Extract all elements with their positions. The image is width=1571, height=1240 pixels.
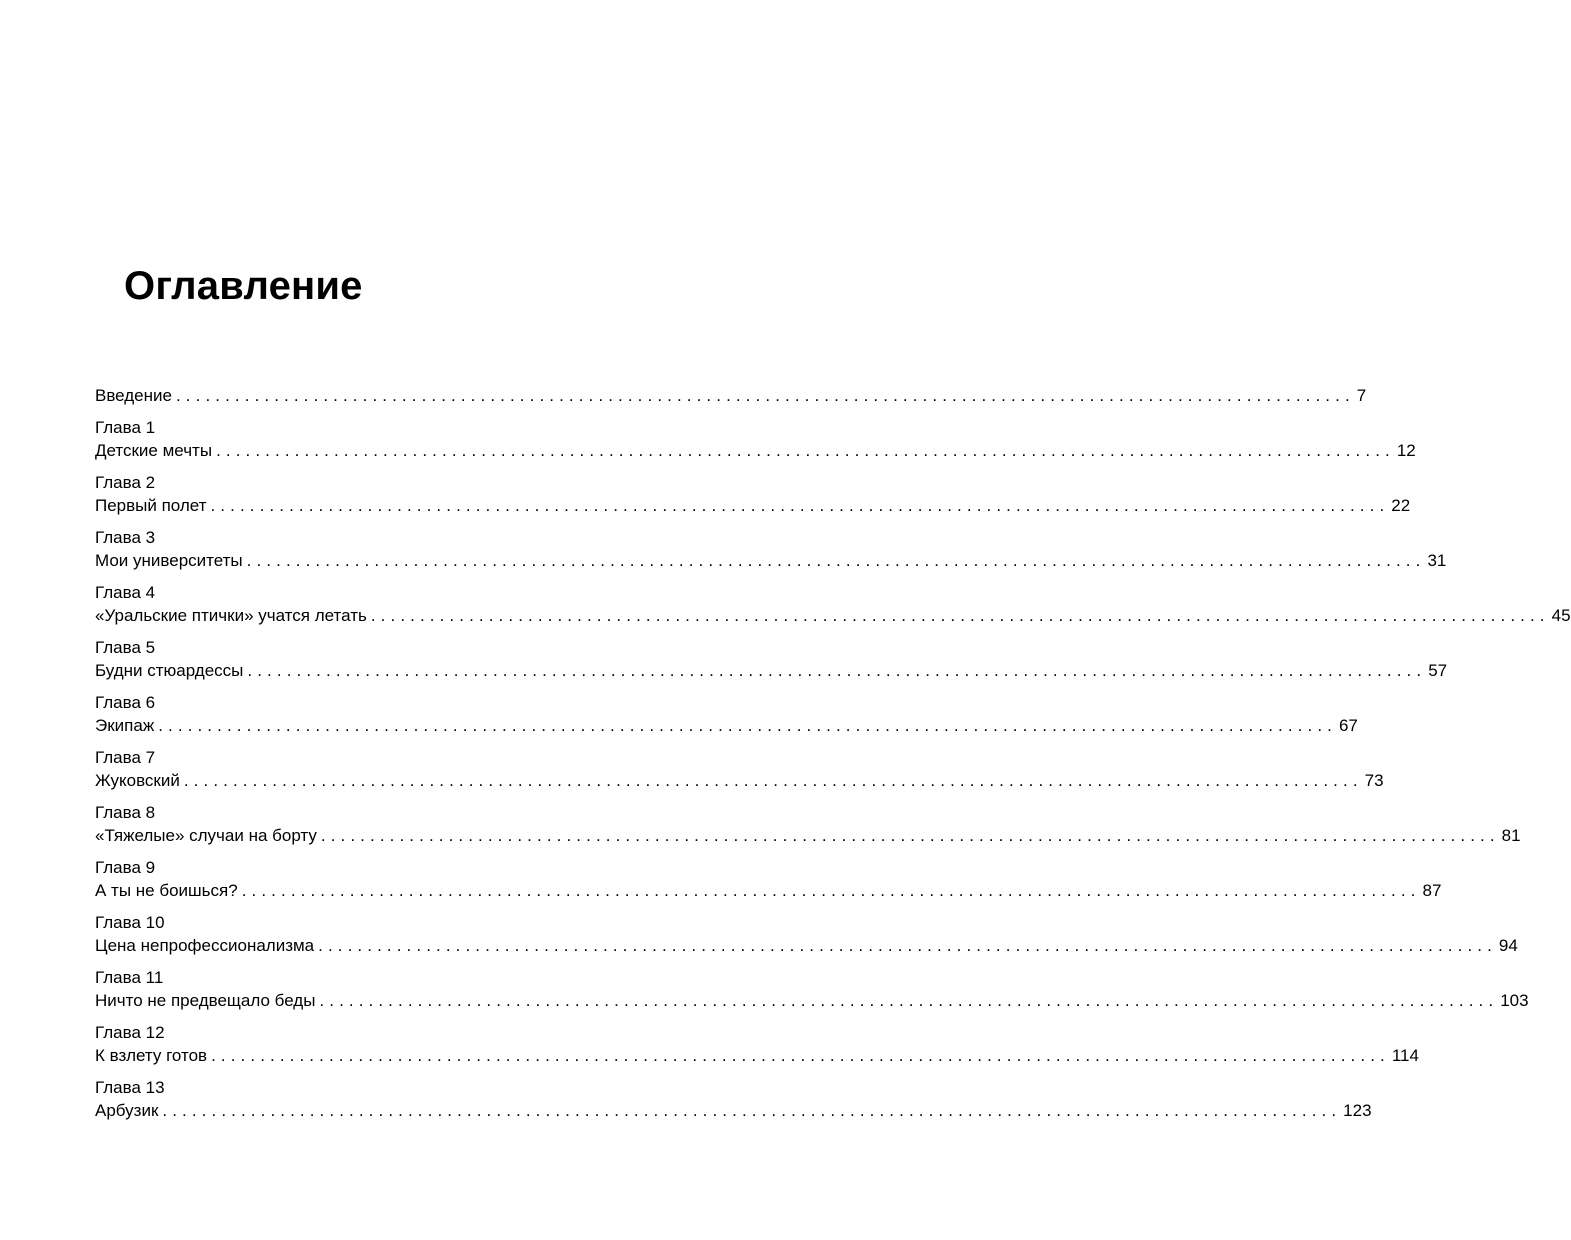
dot-leader: ........................................................................................................................ bbox=[175, 386, 1355, 405]
toc-page-number: 57 bbox=[1428, 661, 1448, 680]
toc-entry-title: «Уральские птички» учатся летать bbox=[95, 606, 367, 625]
chapter-label: Глава 9 bbox=[95, 858, 156, 877]
toc-page-number: 67 bbox=[1338, 716, 1358, 735]
toc-page-number: 73 bbox=[1364, 771, 1384, 790]
toc-page-number: 103 bbox=[1500, 991, 1529, 1010]
dot-leader: ........................................................................................................................ bbox=[183, 771, 1363, 790]
toc-line bbox=[95, 439, 1416, 462]
toc-line bbox=[95, 494, 1411, 517]
dot-leader: ........................................................................................................................ bbox=[320, 826, 1500, 845]
toc-page-number: 94 bbox=[1498, 936, 1518, 955]
toc-line bbox=[95, 714, 1358, 737]
toc-entry-chapter-9 bbox=[95, 856, 1442, 902]
dot-leader: ........................................................................................................................ bbox=[216, 441, 1395, 460]
toc-entry-title: Арбузик bbox=[95, 1101, 159, 1120]
toc-page-number: 114 bbox=[1391, 1046, 1419, 1065]
toc-entry-title: К взлету готов bbox=[95, 1046, 208, 1065]
dot-leader: ........................................................................................................................ bbox=[162, 1101, 1342, 1120]
toc-line bbox=[95, 879, 1442, 902]
toc-entry-chapter-12 bbox=[95, 1021, 1419, 1067]
toc-line bbox=[95, 989, 1529, 1012]
dot-leader: ........................................................................................................................ bbox=[319, 991, 1499, 1010]
dot-leader: ........................................................................................................................ bbox=[370, 606, 1550, 625]
chapter-label: Глава 5 bbox=[95, 638, 156, 657]
toc-entry-title: Введение bbox=[95, 386, 172, 405]
toc-entry-title: Детские мечты bbox=[95, 441, 213, 460]
chapter-label: Глава 8 bbox=[95, 803, 156, 822]
toc-entry-chapter-10 bbox=[95, 911, 1518, 957]
toc-page-number: 7 bbox=[1356, 386, 1367, 405]
dot-leader: ........................................................................................................................ bbox=[158, 716, 1337, 735]
toc-entry-title: Первый полет bbox=[95, 496, 207, 515]
chapter-label: Глава 12 bbox=[95, 1023, 165, 1042]
toc-entry-title: Ничто не предвещало беды bbox=[95, 991, 316, 1010]
toc-entry-chapter-1 bbox=[95, 416, 1416, 462]
dot-leader: ........................................................................................................................ bbox=[247, 661, 1427, 680]
chapter-label: Глава 6 bbox=[95, 693, 156, 712]
toc-entry-chapter-2 bbox=[95, 471, 1411, 517]
toc-page-number: 31 bbox=[1427, 551, 1447, 570]
toc-entry-chapter-13 bbox=[95, 1076, 1372, 1122]
toc-page-number: 12 bbox=[1396, 441, 1416, 460]
dot-leader: ........................................................................................................................ bbox=[318, 936, 1497, 955]
chapter-label: Глава 13 bbox=[95, 1078, 165, 1097]
chapter-label: Глава 10 bbox=[95, 913, 165, 932]
toc-entry-intro bbox=[95, 384, 1367, 407]
toc-line bbox=[95, 769, 1384, 792]
toc-line bbox=[95, 604, 1571, 627]
toc-page-number: 123 bbox=[1343, 1101, 1372, 1120]
dot-leader: ........................................................................................................................ bbox=[246, 551, 1426, 570]
toc-page-number: 22 bbox=[1391, 496, 1411, 515]
toc-line bbox=[95, 1044, 1419, 1067]
toc-line bbox=[95, 549, 1447, 572]
toc-entry-title: Мои университеты bbox=[95, 551, 243, 570]
toc-line bbox=[95, 384, 1367, 407]
toc-entry-title: «Тяжелые» случаи на борту bbox=[95, 826, 317, 845]
dot-leader: ........................................................................................................................ bbox=[210, 496, 1390, 515]
toc-entry-chapter-11 bbox=[95, 966, 1529, 1012]
toc-page-number: 45 bbox=[1551, 606, 1571, 625]
chapter-label: Глава 2 bbox=[95, 473, 156, 492]
toc-page-number: 87 bbox=[1422, 881, 1442, 900]
chapter-label: Глава 1 bbox=[95, 418, 156, 437]
toc-entry-chapter-8 bbox=[95, 801, 1521, 847]
toc-entry-title: Жуковский bbox=[95, 771, 180, 790]
toc-page-number: 81 bbox=[1501, 826, 1521, 845]
toc-entry-title: Будни стюардессы bbox=[95, 661, 244, 680]
toc-entry-chapter-4 bbox=[95, 581, 1571, 627]
toc-entry-title: А ты не боишься? bbox=[95, 881, 238, 900]
toc-entry-chapter-3 bbox=[95, 526, 1447, 572]
dot-leader: ........................................................................................................................ bbox=[211, 1046, 1390, 1065]
toc-entry-title: Экипаж bbox=[95, 716, 155, 735]
table-of-contents bbox=[95, 384, 1571, 1131]
toc-entry-title: Цена непрофессионализма bbox=[95, 936, 315, 955]
toc-line bbox=[95, 1099, 1372, 1122]
toc-entry-chapter-6 bbox=[95, 691, 1358, 737]
dot-leader: ........................................................................................................................ bbox=[241, 881, 1421, 900]
toc-line bbox=[95, 934, 1518, 957]
toc-entry-chapter-5 bbox=[95, 636, 1448, 682]
page-title: Оглавление bbox=[124, 264, 363, 308]
chapter-label: Глава 3 bbox=[95, 528, 156, 547]
toc-line bbox=[95, 824, 1521, 847]
toc-line bbox=[95, 659, 1448, 682]
toc-entry-chapter-7 bbox=[95, 746, 1384, 792]
chapter-label: Глава 4 bbox=[95, 583, 156, 602]
chapter-label: Глава 7 bbox=[95, 748, 156, 767]
chapter-label: Глава 11 bbox=[95, 968, 164, 987]
